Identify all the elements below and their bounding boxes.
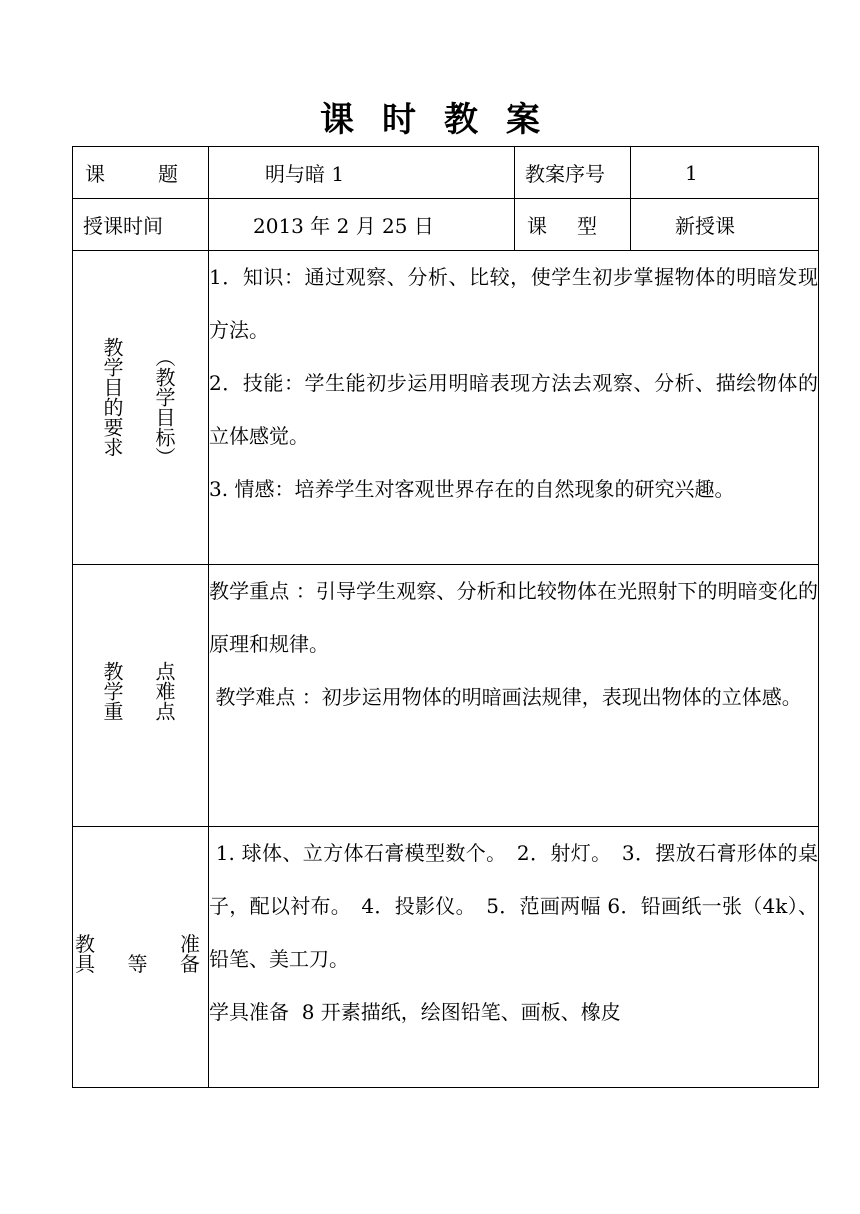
title-char: 教 bbox=[444, 100, 478, 140]
table-row bbox=[73, 827, 819, 1088]
objectives-content bbox=[209, 251, 819, 565]
key-point-item: 教学重点 ：引导学生观察、分析和比较物体在光照射下的明暗变化的原理和规律。 bbox=[209, 579, 818, 656]
objectives-label-cell bbox=[73, 251, 209, 565]
objective-item: 3. 情感：培养学生对客观世界存在的自然现象的研究兴趣。 bbox=[209, 477, 735, 501]
table-row bbox=[73, 251, 819, 565]
materials-label: 教 准 具 等 备 bbox=[75, 932, 200, 976]
key-points-label-left: 教学重 bbox=[100, 661, 124, 721]
title-char: 时 bbox=[382, 100, 416, 140]
objectives-label-sub: （教学目标） bbox=[152, 347, 176, 467]
materials-item: 1. 球体、立方体石膏模型数个。 2．射灯。 3．摆放石膏形体的桌子，配以衬布。 4．投影仪。 5．范画两幅 6．铅画纸一张（4k）、铅笔、美工刀。 bbox=[209, 841, 819, 971]
time-label-cell bbox=[73, 199, 209, 251]
subject-label: 课 题 bbox=[85, 162, 178, 186]
lesson-number-value-cell bbox=[631, 147, 819, 199]
subject-value-cell bbox=[209, 147, 515, 199]
lesson-number-label-cell bbox=[515, 147, 631, 199]
date-value-cell bbox=[209, 199, 515, 251]
key-points-label-cell bbox=[73, 565, 209, 827]
lesson-number-value: 1 bbox=[685, 160, 698, 185]
subject-label-cell bbox=[73, 147, 209, 199]
objective-item: 1．知识：通过观察、分析、比较，使学生初步掌握物体的明暗发现方法。 bbox=[209, 265, 818, 342]
title-char: 课 bbox=[320, 100, 354, 140]
table-row bbox=[73, 565, 819, 827]
objectives-label-main: 教学目的要求 bbox=[100, 337, 124, 457]
key-points-label-right: 点难点 bbox=[152, 661, 176, 721]
lesson-plan-table bbox=[72, 146, 819, 1088]
objective-item: 2．技能：学生能初步运用明暗表现方法去观察、分析、描绘物体的立体感觉。 bbox=[209, 371, 818, 448]
lesson-type-value: 新授课 bbox=[675, 214, 735, 238]
table-row bbox=[73, 147, 819, 199]
key-points-content bbox=[209, 565, 819, 827]
materials-label-cell bbox=[73, 827, 209, 1088]
materials-content bbox=[209, 827, 819, 1088]
table-row bbox=[73, 199, 819, 251]
lesson-number-label: 教案序号 bbox=[525, 162, 605, 186]
lesson-type-label: 课 型 bbox=[527, 214, 597, 238]
key-point-item: 教学难点 ：初步运用物体的明暗画法规律，表现出物体的立体感。 bbox=[209, 685, 802, 709]
materials-item: 学具准备 8 开素描纸，绘图铅笔、画板、橡皮 bbox=[209, 1000, 621, 1024]
title-char: 案 bbox=[506, 100, 540, 140]
lesson-type-value-cell bbox=[631, 199, 819, 251]
date-value: 2013 年 2 月 25 日 bbox=[253, 214, 434, 238]
subject-value: 明与暗 1 bbox=[265, 162, 345, 186]
time-label: 授课时间 bbox=[83, 214, 163, 238]
lesson-type-label-cell bbox=[515, 199, 631, 251]
document-title bbox=[0, 96, 860, 144]
